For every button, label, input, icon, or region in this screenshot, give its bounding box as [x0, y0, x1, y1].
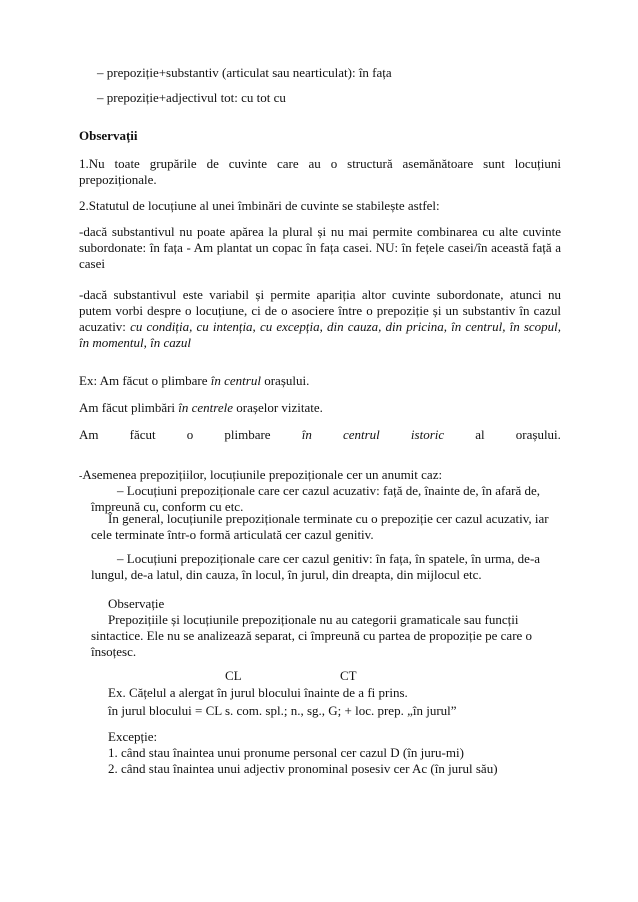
example-3-word: Am [79, 427, 99, 442]
list-item: 2. când stau înaintea unui adjectiv pronominal posesiv cer Ac (în jurul său) [108, 761, 498, 776]
example-2-text: Am făcut plimbări [79, 400, 179, 415]
paragraph-general: În general, locuțiunile prepoziționale terminate cu o prepoziție cer cazul acuzativ, iar cele terminate într-o formă articulată cer cazul genitiv. [91, 511, 549, 542]
list-item: – prepoziție+substantiv (articulat sau nearticulat): în fața [97, 65, 392, 80]
label-ct: CT [340, 668, 357, 683]
example-3 [79, 427, 561, 443]
label-cl: CL [225, 668, 242, 683]
example-3-word: centrul [342, 427, 380, 442]
example-3-word: în [301, 427, 312, 442]
paragraph-rule1: -dacă substantivul nu poate apărea la plural și nu mai permite combinarea cu alte cuvinte subordonate: în fața - Am plantat un copac în fața casei. NU: în fețele casei/în această față a casei [79, 224, 561, 271]
paragraph-obs2: 2.Statutul de locuțiune al unei îmbinări de cuvinte se stabilește astfel: [79, 198, 440, 213]
section-title-exceptie: Excepție: [108, 729, 158, 744]
example-3-word: plimbare [224, 427, 271, 442]
example-analysis: în jurul blocului = CL s. com. spl.; n., sg., G; + loc. prep. „în jurul” [108, 703, 457, 718]
example-2 [79, 400, 323, 416]
example-1-end: orașului. [260, 373, 310, 388]
list-item: 1. când stau înaintea unui pronume personal cer cazul D (în juru-mi) [108, 745, 464, 760]
list-item: – prepoziție+adjectivul tot: cu tot cu [97, 90, 286, 105]
example-3-word: istoric [410, 427, 445, 442]
example-3-word: făcut [129, 427, 156, 442]
section-title-observatie: Observație [108, 596, 165, 611]
paragraph-genitiv: – Locuțiuni prepoziționale care cer cazul genitiv: în fața, în spatele, în urma, de-a lungul, de-a latul, din cauza, în locul, în jurul, din dreapta, din mijlocul etc. [91, 551, 541, 582]
dash: - [79, 471, 83, 482]
paragraph-obs1: 1.Nu toate grupările de cuvinte care au o structură asemănătoare sunt locuțiuni prepoziționale. [79, 156, 561, 187]
paragraph-rule2 [79, 287, 561, 351]
example-sentence: Ex. Cățelul a alergat în jurul blocului înainte de a fi prins. [108, 685, 408, 700]
example-3-word: al [475, 427, 485, 442]
example-1 [79, 373, 309, 389]
example-1-text: Ex: Am făcut o plimbare [79, 373, 211, 388]
rule2-italic-list: cu condiția, cu intenția, cu excepția, din cauza, din pricina, în centrul, în scopul, în momentul, în cazul [79, 319, 562, 350]
example-2-italic: în centrele [178, 400, 234, 415]
asemenea-text: Asemenea prepozițiilor, locuțiunile prepoziționale cer un anumit caz: [82, 467, 443, 482]
example-1-italic: în centrul [210, 373, 261, 388]
example-3-word: orașului. [515, 427, 561, 442]
example-3-word: o [186, 427, 194, 442]
rule2-text: -dacă substantivul este variabil și permite apariția altor cuvinte subordonate, atunci nu putem vorbi despre o locuțiune, ci de o asociere între o prepoziție și un substantiv în cazul acuzativ: [79, 287, 561, 334]
section-title-observatii: Observații [79, 128, 138, 143]
paragraph-observatie: Prepozițiile și locuțiunile prepoziționale nu au categorii gramaticale sau funcții sintactice. Ele nu se analizează separat, ci împreună cu partea de propoziție pe care o însoțesc. [91, 612, 533, 659]
example-2-end: orașelor vizitate. [233, 400, 323, 415]
paragraph-acuzativ: – Locuțiuni prepoziționale care cer cazul acuzativ: față de, înainte de, în afară de, împreună cu, conform cu etc. [91, 483, 540, 514]
